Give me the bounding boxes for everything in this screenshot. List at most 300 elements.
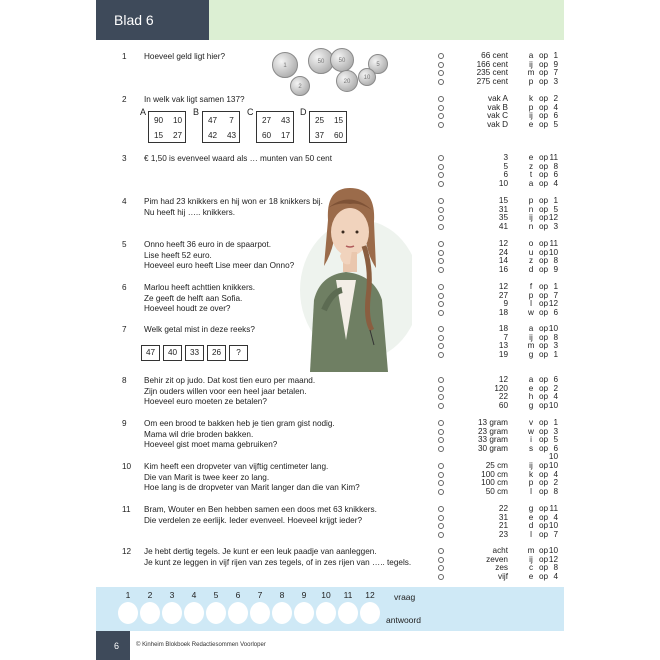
answer-letter: l — [530, 486, 532, 496]
radio-circle-icon[interactable] — [438, 429, 444, 435]
answer-option[interactable] — [438, 488, 564, 497]
answer-letter: c — [528, 563, 534, 573]
question-line: Zijn ouders willen voor een heel jaar betalen. — [144, 386, 307, 396]
radio-circle-icon[interactable] — [438, 310, 444, 316]
answers-9 — [438, 419, 564, 462]
question-line: In welk vak ligt samen 137? — [144, 95, 245, 104]
band-question-number: 1 — [125, 590, 131, 600]
band-question-number: 3 — [169, 590, 175, 600]
radio-circle-icon[interactable] — [438, 446, 444, 452]
answers-12 — [438, 547, 564, 581]
question-text — [144, 376, 434, 408]
answer-value: 120 — [494, 383, 508, 393]
radio-circle-icon[interactable] — [438, 241, 444, 247]
radio-circle-icon[interactable] — [438, 70, 444, 76]
radio-circle-icon[interactable] — [438, 301, 444, 307]
radio-circle-icon[interactable] — [438, 181, 444, 187]
answer-option[interactable] — [438, 445, 564, 454]
question-line: Marlou heeft achttien knikkers. — [144, 283, 256, 292]
radio-circle-icon[interactable] — [438, 113, 444, 119]
answer-option[interactable] — [438, 402, 564, 411]
answer-value: 66 cent — [481, 51, 508, 60]
question-line: Ze geeft de helft aan Sofia. — [144, 293, 243, 303]
answer-value: 50 cm — [485, 486, 508, 496]
question-number: 3 — [122, 154, 127, 163]
answer-letter: n — [528, 204, 534, 214]
answer-position: 10 — [548, 452, 558, 462]
answer-position: 4 — [553, 178, 558, 188]
question-number: 1 — [122, 52, 127, 61]
copyright-text: © Kinheim Blokboek Redactiesommen Voorloper — [136, 642, 266, 648]
box-cell: 60 — [261, 131, 272, 140]
answer-value: 100 cm — [481, 469, 508, 479]
answer-value: 235 cent — [476, 68, 508, 78]
answer-position: 4 — [553, 392, 558, 402]
answer-option[interactable] — [438, 121, 564, 130]
answer-letter: k — [528, 94, 534, 103]
question-number: 4 — [122, 197, 127, 206]
radio-circle-icon[interactable] — [438, 284, 444, 290]
answer-value: 3 — [503, 153, 508, 162]
answer-letter: g — [528, 504, 534, 513]
answer-letter: l — [530, 299, 532, 309]
question-line: Hoeveel euro moeten ze betalen? — [144, 397, 267, 406]
radio-circle-icon[interactable] — [438, 155, 444, 161]
answer-position: 6 — [553, 443, 558, 453]
band-question-number: 9 — [301, 590, 307, 600]
radio-circle-icon[interactable] — [438, 105, 444, 111]
answer-op: op — [539, 264, 549, 274]
answer-letter: g — [528, 400, 534, 410]
answer-op: op — [539, 170, 549, 180]
answer-value: vak C — [487, 111, 508, 121]
answer-letter: d — [528, 521, 534, 531]
worksheet-page — [96, 0, 564, 660]
answer-value: 13 gram — [477, 418, 508, 427]
answer-op: op — [539, 307, 549, 317]
answer-letter: a — [528, 324, 534, 333]
answer-value: 12 — [498, 375, 508, 384]
answer-position: 3 — [553, 76, 558, 86]
answer-op: op — [539, 256, 549, 266]
answer-value: 31 — [498, 512, 508, 522]
band-question-number: 6 — [235, 590, 241, 600]
answer-op: op — [539, 529, 549, 539]
answer-slot[interactable] — [228, 602, 248, 624]
answer-value: 23 — [498, 529, 508, 539]
sequence-cell: 40 — [163, 345, 182, 361]
coin-icon: 5 — [368, 54, 388, 74]
question-text — [144, 505, 434, 526]
band-question-number: 7 — [257, 590, 263, 600]
answer-option[interactable] — [438, 266, 564, 275]
answer-position: 10 — [548, 400, 558, 410]
radio-circle-icon[interactable] — [438, 267, 444, 273]
radio-circle-icon[interactable] — [438, 515, 444, 521]
answer-letter: e — [528, 512, 534, 522]
answer-op: op — [539, 383, 549, 393]
answer-position: 12 — [548, 213, 558, 223]
sequence-cell: 47 — [141, 345, 160, 361]
answer-position: 10 — [548, 546, 558, 555]
question-line: Je kunt ze leggen in vijf rijen van zes tegels, of in zes rijen van ….. tegels. — [144, 557, 412, 567]
radio-circle-icon[interactable] — [438, 386, 444, 392]
answer-position: 8 — [553, 256, 558, 266]
answer-op: op — [539, 178, 549, 188]
radio-circle-icon[interactable] — [438, 574, 444, 580]
answer-letter: w — [528, 426, 534, 436]
question-number: 11 — [122, 505, 131, 514]
answer-op: op — [539, 418, 549, 427]
answers-8 — [438, 376, 564, 410]
answer-op: op — [539, 426, 549, 436]
answers-10 — [438, 462, 564, 496]
answer-op: op — [539, 76, 549, 86]
answer-value: 41 — [498, 221, 508, 231]
question-number: 12 — [122, 547, 132, 556]
answer-slot[interactable] — [316, 602, 336, 624]
radio-circle-icon[interactable] — [438, 394, 444, 400]
answer-letter: a — [528, 51, 534, 60]
answer-position: 3 — [553, 341, 558, 351]
answer-letter: v — [528, 418, 534, 427]
answer-op: op — [539, 196, 549, 205]
answer-letter: p — [528, 290, 534, 300]
answer-position: 4 — [553, 102, 558, 112]
band-question-number: 8 — [279, 590, 285, 600]
question-line: Om een brood te bakken heb je tien gram gist nodig. — [144, 419, 335, 428]
answer-letter: p — [528, 196, 534, 205]
box-letter: D — [300, 107, 307, 117]
answer-slot[interactable] — [118, 602, 138, 624]
question-number: 7 — [122, 325, 127, 334]
question-line: Mama wil drie broden bakken. — [144, 429, 254, 439]
answer-position: 6 — [553, 111, 558, 121]
question-text — [144, 240, 434, 272]
question-line: Bram, Wouter en Ben hebben samen een doos met 63 knikkers. — [144, 505, 377, 514]
answer-op: op — [539, 461, 549, 470]
radio-circle-icon[interactable] — [438, 335, 444, 341]
answer-letter: i — [530, 435, 532, 445]
radio-circle-icon[interactable] — [438, 62, 444, 68]
answer-letter: e — [528, 571, 534, 581]
answers-6 — [438, 283, 564, 317]
radio-circle-icon[interactable] — [438, 489, 444, 495]
answer-value: 35 — [498, 213, 508, 223]
box-cell: 25 — [314, 116, 325, 125]
answer-op: op — [539, 324, 549, 333]
question-text — [144, 325, 434, 336]
answer-value: 275 cent — [476, 76, 508, 86]
answer-slot[interactable] — [162, 602, 182, 624]
answer-op: op — [539, 349, 549, 359]
box-letter: C — [247, 107, 254, 117]
box-cell: 15 — [333, 116, 344, 125]
question-line: Pim had 23 knikkers en hij won er 18 knikkers bij. — [144, 197, 323, 206]
radio-circle-icon[interactable] — [438, 258, 444, 264]
answer-slot[interactable] — [294, 602, 314, 624]
answer-position: 5 — [553, 119, 558, 129]
answer-position: 11 — [549, 504, 558, 513]
answer-value: 21 — [498, 521, 508, 531]
answer-op: op — [539, 521, 549, 531]
answer-letter: p — [528, 76, 534, 86]
answers-2 — [438, 95, 564, 129]
box-cell: 15 — [153, 131, 164, 140]
answer-op: op — [539, 111, 549, 121]
answer-value: 5 — [503, 161, 508, 171]
answer-op: op — [539, 563, 549, 573]
answer-letter: l — [530, 529, 532, 539]
number-box — [202, 111, 240, 143]
coin-icon: 2 — [290, 76, 310, 96]
answer-value: 22 — [498, 504, 508, 513]
answer-op: op — [539, 486, 549, 496]
radio-circle-icon[interactable] — [438, 377, 444, 383]
answer-position: 10 — [548, 461, 558, 470]
answer-position: 8 — [553, 563, 558, 573]
radio-circle-icon[interactable] — [438, 96, 444, 102]
radio-circle-icon[interactable] — [438, 215, 444, 221]
question-number: 5 — [122, 240, 127, 249]
answer-letter: e — [528, 383, 534, 393]
question-text — [144, 283, 434, 315]
answer-position: 6 — [553, 170, 558, 180]
answer-op: op — [539, 299, 549, 309]
question-number: 8 — [122, 376, 127, 385]
answer-value: vak A — [487, 94, 508, 103]
radio-circle-icon[interactable] — [438, 224, 444, 230]
answer-op: op — [539, 554, 549, 564]
answer-op: op — [539, 161, 549, 171]
answer-op: op — [539, 504, 549, 513]
answer-letter: ij — [529, 59, 533, 69]
question-line: Hoeveel geld ligt hier? — [144, 52, 226, 61]
question-line: Die van Marit is twee keer zo lang. — [144, 472, 270, 482]
radio-circle-icon[interactable] — [438, 480, 444, 486]
answer-position: 11 — [549, 153, 558, 162]
answer-letter: h — [528, 392, 534, 402]
answer-value: 18 — [498, 307, 508, 317]
answer-letter: p — [528, 478, 534, 488]
answer-position: 8 — [553, 332, 558, 342]
answer-option[interactable] — [438, 309, 564, 318]
box-cell: 42 — [207, 131, 218, 140]
answer-position: 4 — [553, 512, 558, 522]
answer-op: op — [539, 571, 549, 581]
answer-letter: o — [528, 239, 534, 248]
answer-letter: e — [528, 153, 534, 162]
answer-slot[interactable] — [140, 602, 160, 624]
radio-circle-icon[interactable] — [438, 420, 444, 426]
answer-letter: z — [528, 161, 534, 171]
radio-circle-icon[interactable] — [438, 207, 444, 213]
answer-slot[interactable] — [184, 602, 204, 624]
answer-slot[interactable] — [250, 602, 270, 624]
answer-op: op — [539, 400, 549, 410]
radio-circle-icon[interactable] — [438, 565, 444, 571]
question-number: 9 — [122, 419, 127, 428]
question-number: 10 — [122, 462, 132, 471]
answer-option[interactable] — [438, 223, 564, 232]
radio-circle-icon[interactable] — [438, 326, 444, 332]
coin-icon: 20 — [336, 70, 358, 92]
answer-op: op — [539, 469, 549, 479]
answers-11 — [438, 505, 564, 539]
box-cell: 43 — [226, 131, 237, 140]
answer-position: 1 — [553, 418, 558, 427]
answer-letter: m — [527, 546, 535, 555]
answer-value: 19 — [498, 349, 508, 359]
radio-circle-icon[interactable] — [438, 506, 444, 512]
answer-position: 3 — [553, 426, 558, 436]
box-cell: 10 — [172, 116, 183, 125]
answer-position: 1 — [553, 51, 558, 60]
question-line: Die verdelen ze eerlijk. Ieder evenveel. Hoeveel krijgt ieder? — [144, 515, 362, 525]
answer-op: op — [539, 443, 549, 453]
answer-position: 8 — [553, 486, 558, 496]
answer-op: op — [539, 102, 549, 112]
radio-circle-icon[interactable] — [438, 352, 444, 358]
radio-circle-icon[interactable] — [438, 53, 444, 59]
radio-circle-icon[interactable] — [438, 122, 444, 128]
radio-circle-icon[interactable] — [438, 164, 444, 170]
radio-circle-icon[interactable] — [438, 557, 444, 563]
question-line: Kim heeft een dropveter van vijftig centimeter lang. — [144, 462, 329, 471]
answer-value: 13 — [498, 341, 508, 351]
band-question-number: 2 — [147, 590, 153, 600]
box-cell: 27 — [261, 116, 272, 125]
sequence-cell: 26 — [207, 345, 226, 361]
answer-op: op — [539, 392, 549, 402]
answer-value: 30 gram — [477, 443, 508, 453]
answer-op: op — [539, 221, 549, 231]
answers-1 — [438, 52, 564, 86]
answer-slot[interactable] — [272, 602, 292, 624]
radio-circle-icon[interactable] — [438, 523, 444, 529]
answer-value: 60 — [498, 400, 508, 410]
box-cell: 17 — [280, 131, 291, 140]
answer-position: 9 — [553, 59, 558, 69]
coin-icon: 1 — [272, 52, 298, 78]
answer-op: op — [539, 213, 549, 223]
answer-position: 5 — [553, 435, 558, 445]
answer-value: acht — [492, 546, 508, 555]
answer-op: op — [539, 282, 549, 291]
answer-op: op — [539, 94, 549, 103]
answer-letter: a — [528, 178, 534, 188]
coin-icon: 50 — [308, 48, 334, 74]
answer-option[interactable] — [438, 531, 564, 540]
band-question-number: 11 — [343, 590, 353, 600]
answer-position: 1 — [553, 196, 558, 205]
answer-letter: t — [529, 170, 533, 180]
antwoord-label: antwoord — [386, 615, 421, 625]
box-cell: 7 — [229, 116, 234, 125]
answer-letter: e — [528, 119, 534, 129]
answers-4 — [438, 197, 564, 231]
band-question-number: 12 — [365, 590, 375, 600]
answer-slot[interactable] — [360, 602, 380, 624]
radio-circle-icon[interactable] — [438, 437, 444, 443]
answer-option[interactable] — [438, 78, 564, 87]
question-text — [144, 52, 434, 63]
answer-op: op — [539, 332, 549, 342]
radio-circle-icon[interactable] — [438, 79, 444, 85]
answer-op: op — [539, 204, 549, 214]
radio-circle-icon[interactable] — [438, 548, 444, 554]
radio-circle-icon[interactable] — [438, 250, 444, 256]
answer-letter: s — [528, 443, 534, 453]
radio-circle-icon[interactable] — [438, 343, 444, 349]
answer-letter: n — [528, 221, 534, 231]
vraag-label: vraag — [394, 592, 416, 602]
answer-letter: ij — [529, 213, 533, 223]
answer-op: op — [539, 435, 549, 445]
answer-slot[interactable] — [206, 602, 226, 624]
answer-op: op — [539, 478, 549, 488]
question-line: Nu heeft hij ….. knikkers. — [144, 207, 236, 217]
answer-position: 2 — [553, 94, 558, 103]
answer-letter: w — [528, 307, 534, 317]
coin-icon: 10 — [358, 68, 376, 86]
question-text — [144, 547, 434, 568]
radio-circle-icon[interactable] — [438, 293, 444, 299]
answer-value: 18 — [498, 324, 508, 333]
footer — [96, 631, 564, 660]
answer-slot[interactable] — [338, 602, 358, 624]
coin-icon: 50 — [330, 48, 354, 72]
sequence-cell: 33 — [185, 345, 204, 361]
answer-value: 100 cm — [481, 478, 508, 488]
radio-circle-icon[interactable] — [438, 172, 444, 178]
radio-circle-icon[interactable] — [438, 198, 444, 204]
number-box — [309, 111, 347, 143]
answer-value: vak B — [487, 102, 508, 112]
answer-option[interactable] — [438, 180, 564, 189]
question-line: Hoeveel euro heeft Lise meer dan Onno? — [144, 261, 295, 270]
answer-position: 10 — [548, 521, 558, 531]
question-line: Hoeveel gist moet mama gebruiken? — [144, 440, 278, 449]
answers-3 — [438, 154, 564, 188]
answer-value: 12 — [498, 282, 508, 291]
radio-circle-icon[interactable] — [438, 532, 444, 538]
radio-circle-icon[interactable] — [438, 463, 444, 469]
answer-letter: u — [528, 247, 534, 257]
answer-option[interactable] — [438, 351, 564, 360]
answer-value: 33 gram — [477, 435, 508, 445]
answer-option[interactable] — [438, 573, 564, 582]
answer-op: op — [539, 68, 549, 78]
radio-circle-icon[interactable] — [438, 472, 444, 478]
band-question-number: 5 — [213, 590, 219, 600]
answer-value: vak D — [487, 119, 508, 129]
number-box — [148, 111, 186, 143]
answer-op: op — [539, 375, 549, 384]
box-cell: 43 — [280, 116, 291, 125]
answer-letter: g — [528, 349, 534, 359]
box-cell: 47 — [207, 116, 218, 125]
answer-value: 166 cent — [476, 59, 508, 69]
question-number: 6 — [122, 283, 127, 292]
answer-value: 10 — [498, 178, 508, 188]
answer-letter: a — [528, 375, 534, 384]
answer-position: 12 — [548, 554, 558, 564]
number-box — [256, 111, 294, 143]
band-question-number: 10 — [321, 590, 331, 600]
radio-circle-icon[interactable] — [438, 403, 444, 409]
answer-position: 3 — [553, 221, 558, 231]
